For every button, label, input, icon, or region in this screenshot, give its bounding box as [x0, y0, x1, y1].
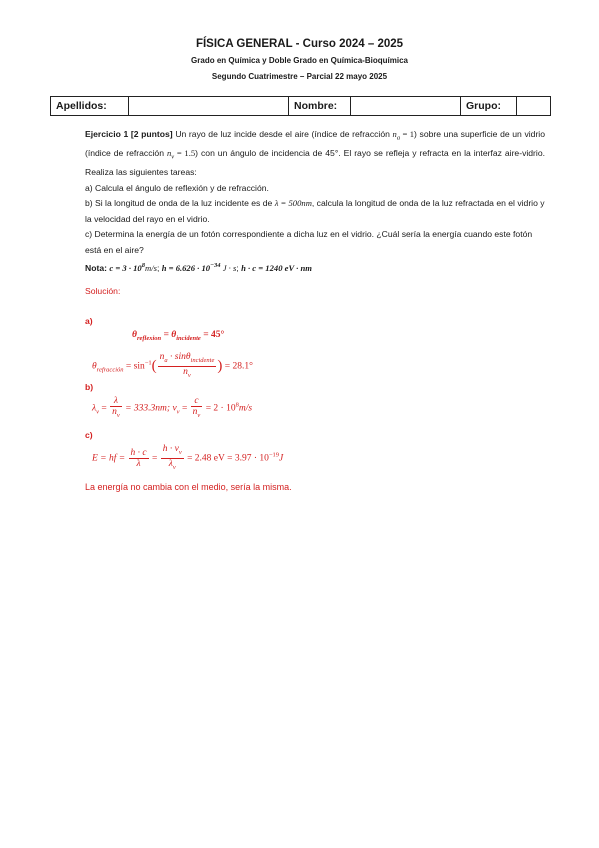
task-b: b) Si la longitud de onda de la luz incidente es de λ = 500nm, calcula la longitud de onda de la luz refractada en el vidrio y la velocidad del rayo en el vidrio.: [85, 198, 545, 224]
exercise-intro: [85, 127, 545, 181]
intro-text-2: ) sobre una superficie de un vidrio (índice de refracción: [85, 129, 545, 159]
note-label: Nota: [85, 263, 105, 274]
surname-field[interactable]: [129, 97, 289, 116]
degree-subtitle: Grado en Química y Doble Grado en Química-Bioquímica: [191, 56, 408, 65]
exam-date-subtitle: Segundo Cuatrimestre – Parcial 22 mayo 2025: [211, 72, 388, 81]
intro-text-3: ) con un ángulo de incidencia de 45°. El rayo se refleja y refracta en la interfaz aire-vidrio. Realiza las siguientes tareas:: [85, 148, 545, 178]
part-b-label: b): [85, 382, 94, 392]
solution-heading: Solución:: [85, 286, 121, 296]
name-label: Nombre:: [289, 97, 351, 116]
task-c: c) Determina la energía de un fotón correspondiente a dicha luz en el vidrio. ¿Cuál sería la energía cuando este fotón está en el aire?: [85, 229, 533, 255]
name-field[interactable]: [351, 97, 461, 116]
part-a-label: a): [85, 316, 93, 326]
conclusion-text: La energía no cambia con el medio, sería la misma.: [85, 482, 292, 492]
photon-energy-equation: E = hf = $\frac{h \cdot c}{\lambda}$ = $\frac{h \cdot v_v}{\lambda_v}$ = 2.48 eV = $3.97 \cdot 10^{-19}J$: [92, 444, 284, 471]
refraction-angle-equation: $\theta_{refracción} = \sin^{-1}$( $\frac{n_a \cdot \sin\theta_{incidente}}{n_v}$ ) = 28.1°: [92, 352, 253, 379]
group-label: Grupo:: [461, 97, 517, 116]
exercise-heading: Ejercicio 1 [2 puntos]: [85, 129, 173, 139]
group-field[interactable]: [517, 97, 551, 116]
lambda-value: λ = 500nm: [274, 198, 312, 209]
reflection-angle-equation: $\theta_{reflexion} = \theta_{incidente} = 45^\circ$: [132, 330, 225, 342]
note-line: Nota: $c = 3 \cdot 10^8m/s$; $h = 6.626 \cdot 10^{-34}$ J · s; h · c = 1240 eV · nm: [85, 262, 312, 274]
intro-text-1: Un rayo de luz incide desde el aire (índice de refracción: [175, 129, 390, 139]
document-title: FÍSICA GENERAL - Curso 2024 – 2025: [195, 38, 404, 50]
n-a-symbol: $n_a = 1$: [392, 129, 415, 142]
surname-label: Apellidos:: [51, 97, 129, 116]
note-c: $c = 3 \cdot 10^8m/s$: [109, 262, 157, 274]
wavelength-velocity-equation: $\lambda_v$ = $\frac{\lambda}{n_v}$ = 333.3nm; $v_v$ = $\frac{c}{n_v}$ = $2 \cdot 10^8m/s$: [92, 396, 253, 419]
task-a: a) Calcula el ángulo de reflexión y de refracción.: [85, 182, 269, 193]
n-v-symbol: $n_v = 1.5$: [166, 148, 196, 161]
note-hc: h · c = 1240 eV · nm: [241, 263, 312, 274]
exercise-statement: [85, 127, 545, 277]
part-c-label: c): [85, 430, 93, 440]
student-id-table: [50, 96, 551, 116]
note-h: $h = 6.626 \cdot 10^{-34}$ J · s: [161, 262, 237, 274]
